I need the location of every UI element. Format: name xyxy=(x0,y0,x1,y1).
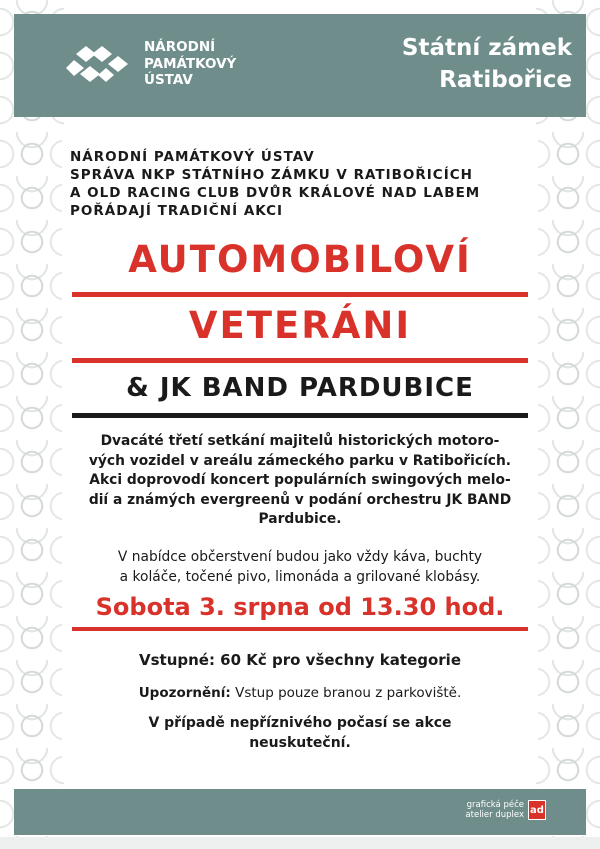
organizer-line-3: A OLD RACING CLUB DVŮR KRÁLOVÉ NAD LABEM xyxy=(70,185,481,201)
ornament-border-left xyxy=(0,0,64,849)
refreshments-info xyxy=(68,548,532,587)
organizer-line-4: POŘÁDAJÍ TRADIČNÍ AKCI xyxy=(70,203,284,219)
event-title-line-1: AUTOMOBILOVÍ xyxy=(128,238,472,281)
title-divider-1 xyxy=(72,292,528,297)
subtitle-divider xyxy=(72,413,528,418)
description-line-4: dií a známých evergreenů v podání orchestru JK BAND xyxy=(88,491,512,508)
design-credit xyxy=(465,800,524,820)
description-line-5: Pardubice. xyxy=(258,511,342,527)
description-line-1: Dvacáté třetí setkání majitelů historických motoro- xyxy=(100,433,500,449)
event-subtitle: & JK BAND PARDUBICE xyxy=(126,373,474,403)
weather-line-1: V případě nepříznivého počasí se akce xyxy=(148,715,452,731)
weather-notice xyxy=(62,713,538,753)
castle-title-line-2: Ratibořice xyxy=(439,67,572,93)
footer-band xyxy=(14,789,586,835)
entry-fee: Vstupné: 60 Kč pro všechny kategorie xyxy=(138,651,462,669)
credit-line-1: grafická péče xyxy=(466,800,524,810)
warning-label: Upozornění: xyxy=(138,685,231,701)
refreshments-line-2: a koláče, točené pivo, limonáda a grilované klobásy. xyxy=(119,568,481,585)
npu-logo-icon xyxy=(66,44,132,86)
title-divider-2 xyxy=(72,358,528,363)
organizer-line-2: SPRÁVA NKP STÁTNÍHO ZÁMKU V RATIBOŘICÍCH xyxy=(70,167,473,183)
refreshments-line-1: V nabídce občerstvení budou jako vždy káva, buchty xyxy=(117,549,483,565)
poster-content xyxy=(62,130,538,780)
entry-warning xyxy=(62,685,538,701)
castle-title xyxy=(402,32,572,96)
description-line-2: vých vozidel v areálu zámeckého parku v Ratibořicích. xyxy=(88,452,512,469)
atelier-duplex-logo-icon: ad xyxy=(528,800,546,820)
header-band xyxy=(14,14,586,117)
event-title-line-2: VETERÁNI xyxy=(188,304,412,347)
event-date: Sobota 3. srpna od 13.30 hod. xyxy=(95,593,505,621)
organizers-block xyxy=(70,148,480,220)
logo-line-3: ÚSTAV xyxy=(144,72,193,88)
credit-line-2: atelier duplex xyxy=(465,810,524,820)
logo-line-2: PAMÁTKOVÝ xyxy=(144,55,237,72)
weather-line-2: neuskuteční. xyxy=(249,735,351,751)
ornament-border-right xyxy=(536,0,600,849)
event-description xyxy=(68,432,532,530)
description-line-3: Akci doprovodí koncert populárních swingových melo- xyxy=(89,472,511,488)
date-divider xyxy=(72,627,528,631)
organizer-line-1: NÁRODNÍ PAMÁTKOVÝ ÚSTAV xyxy=(70,149,315,165)
logo-line-1: NÁRODNÍ xyxy=(144,39,216,55)
ornament-border-bottom xyxy=(0,837,600,849)
warning-text: Vstup pouze branou z parkoviště. xyxy=(230,685,462,701)
castle-title-line-1: Státní zámek xyxy=(401,35,572,61)
npu-logo-text xyxy=(144,39,236,89)
